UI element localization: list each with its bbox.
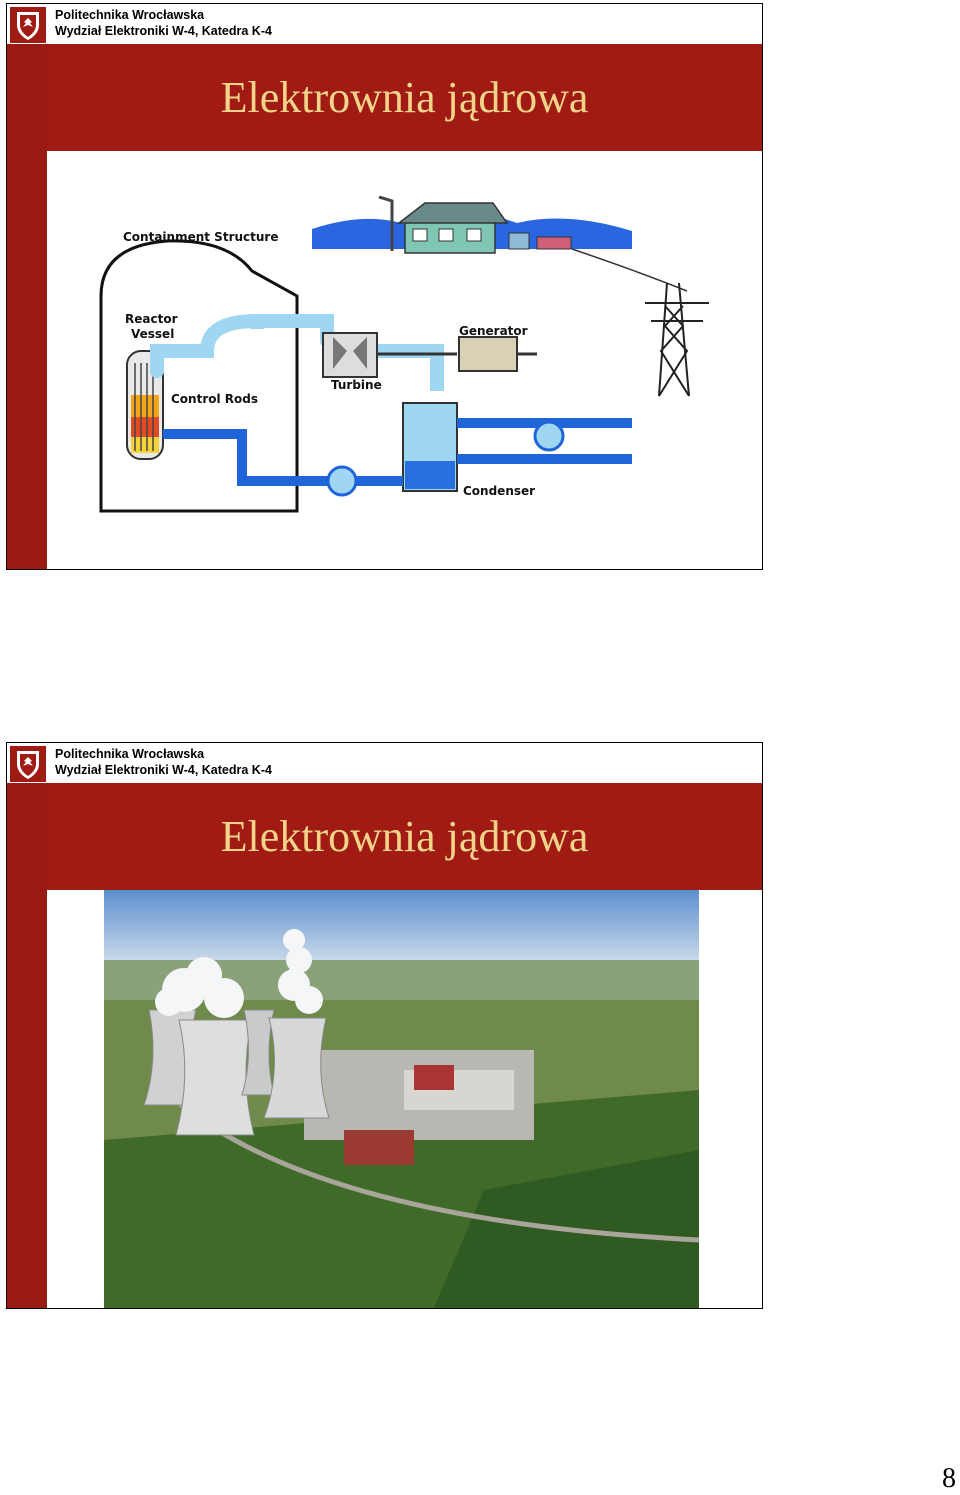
left-bar [7, 44, 47, 569]
university-logo-icon [10, 7, 46, 43]
cooling-pump-icon [535, 422, 563, 450]
label-condenser: Condenser [463, 484, 536, 498]
university-name: Politechnika Wrocławska [55, 8, 205, 22]
transmission-tower-icon [645, 283, 709, 396]
label-reactor: Reactor [125, 312, 178, 326]
slide-2 [6, 742, 763, 1309]
nuclear-plant-photo [104, 890, 699, 1308]
slide-title: Elektrownia jądrowa [220, 812, 589, 861]
slide-content [47, 151, 762, 569]
title-bar [47, 783, 762, 890]
condenser-icon [403, 403, 457, 491]
left-bar [7, 783, 47, 1308]
university-logo-icon [10, 746, 46, 782]
steam-pipe [157, 321, 327, 371]
title-bar [47, 44, 762, 151]
nuclear-plant-diagram [47, 151, 763, 569]
house-icon [399, 203, 507, 253]
page-number: 8 [942, 1463, 956, 1494]
label-turbine: Turbine [331, 378, 382, 392]
pump-icon [328, 467, 356, 495]
slide-content [47, 890, 762, 1308]
label-generator: Generator [459, 324, 528, 338]
slide-1 [6, 3, 763, 570]
label-vessel: Vessel [131, 327, 175, 341]
faculty-name: Wydział Elektroniki W-4, Katedra K-4 [55, 24, 272, 38]
university-name: Politechnika Wrocławska [55, 747, 205, 761]
water-pipe [163, 434, 403, 481]
slide-title: Elektrownia jądrowa [220, 73, 589, 122]
generator-icon [459, 337, 537, 371]
label-control-rods: Control Rods [171, 392, 258, 406]
faculty-name: Wydział Elektroniki W-4, Katedra K-4 [55, 763, 272, 777]
slide-header [7, 743, 762, 783]
label-containment: Containment Structure [123, 230, 279, 244]
slide-header [7, 4, 762, 44]
